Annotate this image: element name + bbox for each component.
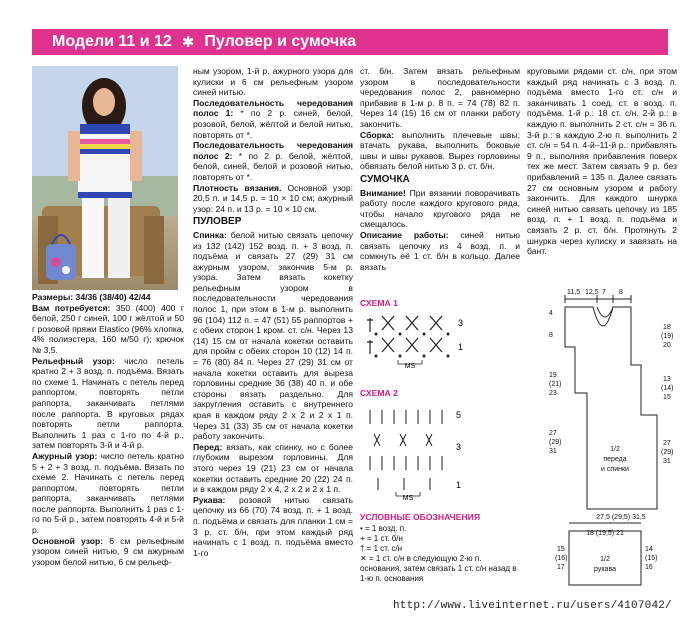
legend-item-dc: † = 1 ст. с/н [360, 544, 403, 553]
sleeve-label-2: рукава [594, 566, 616, 573]
seq1-text: * по 2 р. синей, белой, розовой, белой, жёлтой и белой нитью, повторять от *. [193, 108, 353, 140]
body-label-2: переда [603, 456, 627, 463]
back-text: белой нитью связать цепочку из 132 (142) 152 возд. п. + 3 возд. п. подъёма и связать 27 (29) 31 см ажурным узором, закончив 5-м р. узора. Затем вязать кокетку рельефным узором в последовательности чередования полос 1, при этом в 1-м р. выполнить 96 (104) 112 п. = 47 (51) 55 раппортов + с обеих сторон 1 кром. ст. с/н. Через 13 (14) 15 см от начала кокетки оставить для пройм с обеих сторон 10 (12) 14 п. = 76 (80) 84 п. Через 27 (29) 31 см от начала кокетки оставить для выреза горловины средние 36 (38) 40 п. и обе стороны вязать раздельно. Для закругления оставить с внутреннего края в каждом ряду 2 х 2 и 2 х 1 п. Через 31 (33) 35 см от начала кокетки работу закончить. [193, 229, 353, 442]
column-materials [32, 292, 184, 567]
assembly-text: выполнить плечевые швы; втачать рукава, выполнить боковые швы и швы рукавов. Вырез горловины обвязать белой нитью 3 р. ст. б/н. [360, 129, 520, 172]
sleeve-left-2: (16) [555, 555, 568, 562]
right-label-3: 20 [663, 342, 671, 349]
left-label-7: (29) [549, 439, 562, 446]
front-label: Перед: [193, 441, 223, 452]
left-label-5: 23 [549, 390, 557, 397]
scheme-1-row-3: 3 [458, 318, 464, 328]
title-banner [32, 29, 668, 55]
right-label-8: (29) [661, 449, 674, 456]
attention-text: При вязании поворачивать работу после каждого кругового ряда, чтобы начало кругового ряда не смещалось. [360, 187, 520, 230]
scheme-2-row-3: 3 [456, 442, 462, 452]
scheme-2 [360, 384, 470, 505]
description-text: синей нитью связать цепочку из 4 возд. п. и сомкнуть её 1 ст. б/н в кольцо. Далее вязать [360, 229, 520, 272]
attention-label: Внимание! [360, 187, 406, 198]
right-label-9: 31 [663, 458, 671, 465]
column-bag-cont [527, 66, 677, 257]
description-label: Описание работы: [360, 229, 449, 240]
main-text: 6 см рельефным узором синей нитью, 9 см ажурным узором белой нитью, 6 см рельеф- [32, 535, 184, 567]
right-label-2: (19) [661, 333, 674, 340]
gauge-label: Плотность вязания. [193, 182, 282, 193]
left-label-6: 27 [549, 430, 557, 437]
sleeve-right-1: 14 [645, 546, 653, 553]
seq2-text: * по 2 р. белой, жёлтой, белой, синей, белой и розовой нитью, повторять от *. [193, 150, 353, 182]
legend-item-sc: + = 1 ст. б/н [360, 534, 403, 543]
left-label-2: 8 [549, 332, 553, 339]
scheme-1-chart [360, 310, 470, 368]
left-label-4: (21) [549, 381, 562, 388]
legend-item-crossed: ✕ = 1 ст. с/н в следующую 2-ю п. основания, затем связать 1 ст. с/н назад в 1-ю п. основания [360, 554, 517, 583]
pullover-heading: ПУЛОВЕР [193, 216, 242, 228]
gauge-text: Основной узор: 20,5 п. и 14,5 р. = 10 × 10 см; ажурный узор: 24 п. и 13 р. = 10 × 10 см. [193, 182, 354, 214]
yarn-label: Вам потребуется: [32, 302, 111, 313]
sleeve-top: 18 (19,5) 21 [586, 530, 624, 537]
scheme-2-title: СХЕМА 2 [360, 388, 398, 398]
sleeve-left-3: 17 [557, 564, 565, 571]
sleeve-text: розовой нитью связать цепочку из 66 (70) 74 возд. п. + 1 возд. п. подъёма и связать для планки 1 см = 3 р. ст. б/н, при этом каждый ряд начинать с 1 возд. п. подъёма вместо 1-го [193, 494, 353, 558]
legend [360, 508, 520, 584]
body-label-3: и спинки [601, 466, 629, 473]
sleeve-right-2: (15) [645, 555, 658, 562]
watermark-url: http://www.liveinternet.ru/users/4107042/ [393, 600, 672, 612]
sc-symbol-icon: + [360, 534, 367, 543]
title-right: Пуловер и сумочка [204, 33, 357, 50]
bag-heading: СУМОЧКА [360, 173, 410, 185]
left-label-3: 19 [549, 372, 557, 379]
scheme-1 [360, 294, 470, 373]
top-num-3: 7 [602, 289, 606, 296]
yarn-text: 350 (400) 400 г белой, 250 г синей, 100 г жёлтой и 50 г розовой пряжи Elastico (96% хлопка, 4% полиэстера, 160 м/50 г); крючок № 3,5. [32, 302, 184, 355]
model-photo [32, 66, 178, 290]
body-bottom: 27,5 (29,5) 31,5 [596, 514, 646, 521]
top-num-4: 8 [619, 289, 623, 296]
legend-heading: УСЛОВНЫЕ ОБОЗНАЧЕНИЯ [360, 512, 481, 522]
assembly-label: Сборка: [360, 129, 394, 140]
right-label-5: (14) [661, 385, 674, 392]
column-pullover [193, 66, 353, 558]
chain-symbol-icon: • [360, 524, 366, 533]
scheme-2-row-5: 5 [456, 410, 462, 420]
seq2-label: Последовательность чередования полос 2: [193, 140, 353, 161]
sizes-text: Размеры: 34/36 (38/40) 42/44 [32, 292, 151, 302]
col2-cont: ным узором, 1-й р. ажурного узора для кулиски и 6 см рельефным узором синей нитью. [193, 66, 353, 98]
rib-label: Рельефный узор: [32, 355, 115, 366]
right-label-6: 15 [663, 394, 671, 401]
left-label-1: 4 [549, 310, 553, 317]
title-left: Модели 11 и 12 [52, 33, 172, 50]
rib-text: число петель кратно 2 + 3 возд. п. подъёма. Вязать по схеме 1. Начинать с петель перед раппортом, повторять петли раппорта, заканчивать петлями после раппорта. В круговых рядах повторять петли раппорта. Выполнить 1 раз с 1-го по 4-й р., затем повторять 3-й и 4-й р. [32, 355, 185, 451]
seq1-label: Последовательность чередования полос 1: [193, 97, 353, 119]
column-bag [360, 66, 520, 272]
col3-cont: ст. б/н. Затем вязать рельефным узором в последовательности чередования полос 2, равномерно прибавив в 1-м р. 8 п. = 74 (78) 82 п. Через 14 (15) 16 см от планки работу закончить. [360, 66, 520, 129]
sleeve-label: Рукава: [193, 494, 226, 505]
right-label-1: 18 [663, 324, 671, 331]
dc-symbol-icon: † [360, 544, 367, 553]
sleeve-left-1: 15 [557, 546, 565, 553]
sleeve-label-1: 1/2 [600, 556, 610, 563]
scheme-2-ms: MS [402, 495, 414, 500]
lace-text: число петель кратно 5 + 2 + 3 возд. п. подъёма. Вязать по схеме 2. Начинать с петель перед раппортом, повторять петли раппорта, заканчивать петлями после раппорта. Выполнить 1 раз с 1-го по 5-й р., затем повторять 4-й и 5-й р. [32, 450, 184, 536]
top-num-1: 11,5 [567, 289, 581, 296]
scheme-1-title: СХЕМА 1 [360, 298, 398, 308]
right-label-4: 13 [663, 376, 671, 383]
front-text: вязать, как спинку, но с более глубоким вырезом горловины. Для этого через 19 (21) 23 см от начала кокетки оставить средние 20 (22) 24 п. и в каждом ряду 2 х 4, 2 х 2 и 2 х 1 п. [193, 441, 353, 495]
legend-item-chain: • = 1 возд. п. [360, 524, 407, 533]
model-photo-illustration [32, 66, 178, 290]
scheme-1-row-1: 1 [458, 342, 464, 352]
crossed-symbol-icon: ✕ [360, 554, 369, 563]
right-label-7: 27 [663, 440, 671, 447]
scheme-1-ms: MS [404, 363, 416, 368]
body-label-1: 1/2 [610, 446, 620, 453]
left-label-8: 31 [549, 448, 557, 455]
col4-text: круговыми рядами ст. с/н, при этом каждый ряд начинать с 3 возд. п. подъёма вместо 1-го ст. с/н и заканчивать 1 соед. ст. в возд. п. подъёма. 1-й р.: 18 ст. с/н. 2-й р.: в каждую п. выполнить 2 ст. с/н = 36 п. 3-й р.: в каждую 2-ю п. выполнить 2 ст. с/н = 54 п. 4-й–11-й р.: прибавлять 9 п., выполняя прибавления поверх тех же мест. Затем связать 9 р. без прибавлений = 135 п. Далее связать 27 см основным узором и работу закончить. Для каждого шнурка синей нитью связать цепочку из 185 возд. п. + 1 возд. п. подъёма и связать 2 р. ст. б/н. Протянуть 2 шнурка через кулиску и завязать на бант. [527, 66, 677, 257]
scheme-2-chart [360, 400, 470, 500]
star-icon: ✱ [181, 34, 195, 51]
scheme-2-row-1: 1 [456, 480, 462, 490]
pattern-diagram [545, 285, 685, 605]
top-num-2: 12,5 [585, 289, 599, 296]
lace-label: Ажурный узор: [32, 450, 98, 461]
back-label: Спинка: [193, 229, 227, 240]
sleeve-right-3: 16 [645, 564, 653, 571]
main-label: Основной узор: [32, 535, 104, 546]
